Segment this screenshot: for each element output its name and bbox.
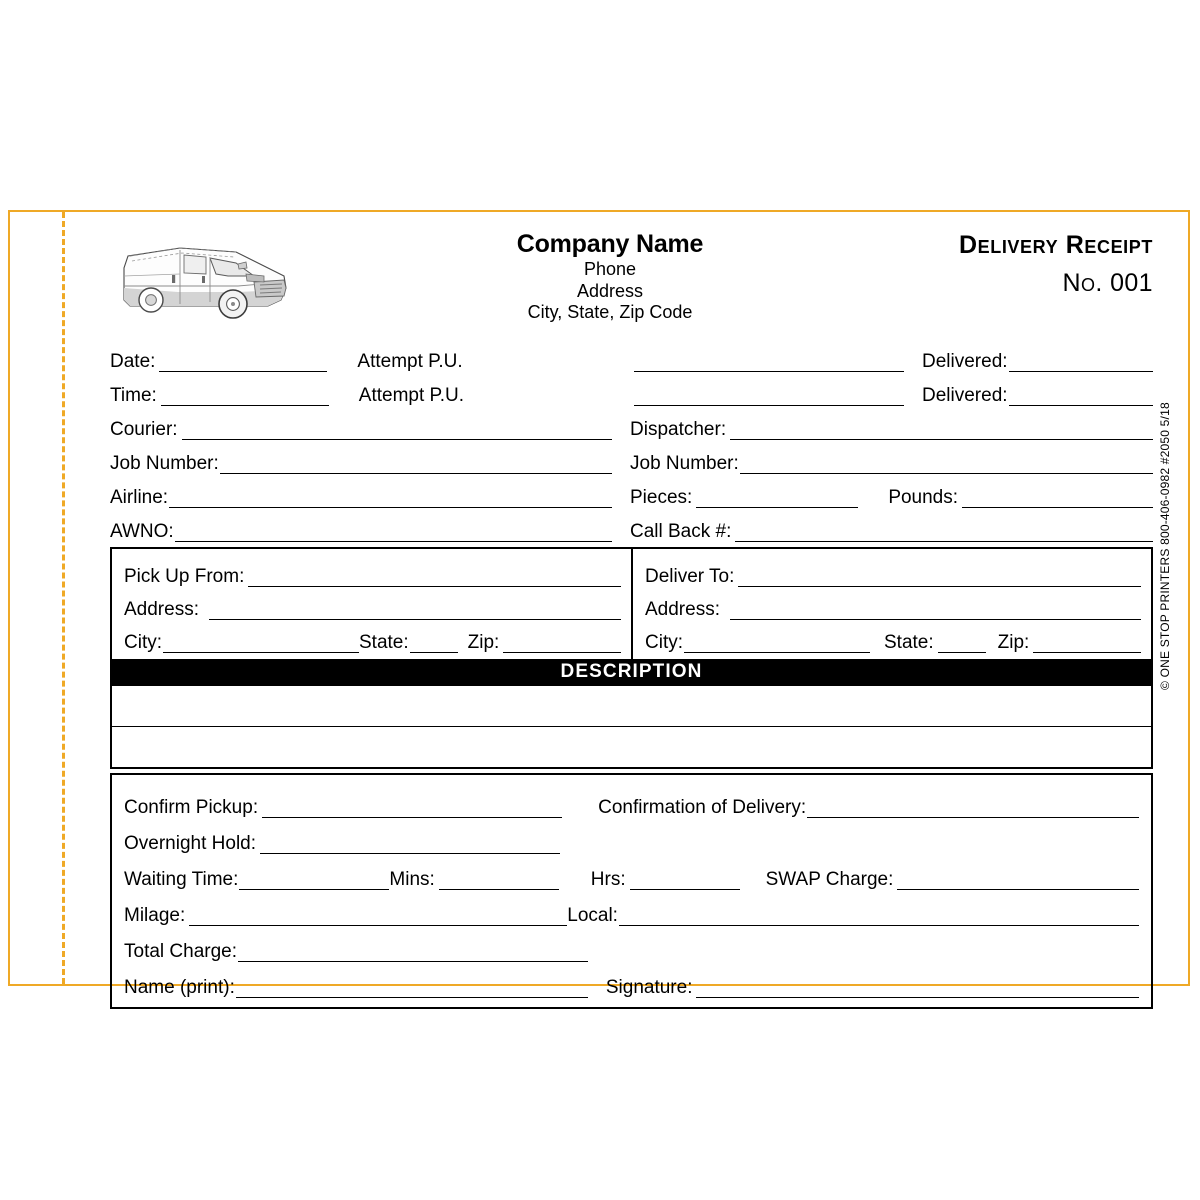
delivered-1-label: Delivered:	[922, 351, 1008, 372]
courier-label: Courier:	[110, 419, 178, 440]
row-time-attempt-delivered	[110, 372, 1153, 406]
pickup-from-input[interactable]	[248, 569, 621, 587]
deliver-city-state-zip-row	[645, 620, 1141, 653]
signature-label: Signature:	[605, 977, 693, 998]
address-description-box	[110, 547, 1153, 769]
row-awno-callback	[110, 508, 1153, 542]
perforation-dashed-line	[62, 212, 65, 984]
printer-imprint: © ONE STOP PRINTERS 800-406-0982 #2050 5/18	[1158, 402, 1172, 690]
deliver-state-label: State:	[884, 632, 934, 653]
confirm-pickup-label: Confirm Pickup:	[124, 797, 259, 818]
overnight-hold-label: Overnight Hold:	[124, 833, 257, 854]
pickup-city-input[interactable]	[163, 635, 359, 653]
waiting-time-input[interactable]	[239, 872, 389, 890]
attempt-pu-1-label: Attempt P.U.	[357, 351, 463, 372]
delivered-1-input[interactable]	[1009, 354, 1153, 372]
delivery-receipt-form	[110, 228, 1153, 998]
local-input[interactable]	[619, 908, 1139, 926]
hrs-label: Hrs:	[590, 869, 626, 890]
call-back-input[interactable]	[735, 524, 1153, 542]
pounds-input[interactable]	[962, 490, 1153, 508]
delivery-van-icon	[118, 230, 303, 330]
pickup-from-label: Pick Up From:	[124, 566, 245, 587]
deliver-column	[633, 549, 1151, 659]
deliver-to-row	[645, 554, 1141, 587]
company-phone: Phone	[583, 259, 637, 279]
courier-input[interactable]	[182, 422, 612, 440]
awno-input[interactable]	[175, 524, 612, 542]
row-job-numbers	[110, 440, 1153, 474]
pickup-zip-input[interactable]	[503, 635, 621, 653]
deliver-address-row	[645, 587, 1141, 620]
pickup-state-input[interactable]	[410, 635, 458, 653]
row-courier-dispatcher	[110, 406, 1153, 440]
call-back-label: Call Back #:	[630, 521, 732, 542]
job-number-right-label: Job Number:	[630, 453, 739, 474]
deliver-city-label: City:	[645, 632, 683, 653]
overnight-hold-input[interactable]	[260, 836, 560, 854]
milage-input[interactable]	[189, 908, 567, 926]
job-number-right-input[interactable]	[740, 456, 1153, 474]
total-charge-label: Total Charge:	[124, 941, 238, 962]
description-header: DESCRIPTION	[112, 659, 1151, 686]
deliver-state-input[interactable]	[938, 635, 986, 653]
hrs-input[interactable]	[630, 872, 740, 890]
row-total-charge	[124, 926, 1139, 962]
company-info-block	[410, 229, 810, 324]
top-field-grid	[110, 338, 1153, 542]
attempt-pu-2-input[interactable]	[634, 388, 904, 406]
pieces-label: Pieces:	[630, 487, 693, 508]
row-overnight-hold	[124, 818, 1139, 854]
company-address: Address	[576, 280, 644, 301]
pickup-address-input[interactable]	[209, 602, 621, 620]
description-input-row[interactable]	[112, 686, 1151, 727]
pieces-input[interactable]	[696, 490, 858, 508]
deliver-to-label: Deliver To:	[645, 566, 735, 587]
milage-label: Milage:	[124, 905, 186, 926]
swap-charge-label: SWAP Charge:	[765, 869, 894, 890]
company-city-state-zip: City, State, Zip Code	[527, 302, 693, 323]
pickup-city-label: City:	[124, 632, 162, 653]
delivered-2-label: Delivered:	[922, 385, 1008, 406]
mins-label: Mins:	[389, 869, 435, 890]
pickup-column	[112, 549, 633, 659]
dispatcher-label: Dispatcher:	[630, 419, 727, 440]
mins-input[interactable]	[439, 872, 559, 890]
signature-input[interactable]	[696, 980, 1139, 998]
row-airline-pieces-pounds	[110, 474, 1153, 508]
deliver-city-input[interactable]	[684, 635, 870, 653]
pickup-zip-label: Zip:	[467, 632, 500, 653]
row-milage-local	[124, 890, 1139, 926]
pickup-city-state-zip-row	[124, 620, 621, 653]
pickup-state-label: State:	[359, 632, 409, 653]
row-name-signature	[124, 962, 1139, 998]
receipt-number: No. 001	[1062, 269, 1153, 297]
deliver-to-input[interactable]	[738, 569, 1141, 587]
deliver-address-label: Address:	[645, 599, 720, 620]
dispatcher-input[interactable]	[730, 422, 1153, 440]
attempt-pu-1-input[interactable]	[634, 354, 904, 372]
pounds-label: Pounds:	[888, 487, 959, 508]
description-input-row[interactable]	[112, 727, 1151, 767]
row-waiting-time	[124, 854, 1139, 890]
total-charge-input[interactable]	[238, 944, 588, 962]
receipt-header	[110, 228, 1153, 336]
pickup-address-label: Address:	[124, 599, 199, 620]
date-label: Date:	[110, 351, 156, 372]
attempt-pu-2-label: Attempt P.U.	[358, 385, 465, 406]
local-label: Local:	[567, 905, 618, 926]
job-number-left-input[interactable]	[220, 456, 612, 474]
name-print-input[interactable]	[236, 980, 588, 998]
charges-signature-box	[110, 773, 1153, 1009]
date-input[interactable]	[159, 354, 327, 372]
deliver-zip-label: Zip:	[997, 632, 1030, 653]
delivered-2-input[interactable]	[1009, 388, 1153, 406]
waiting-time-label: Waiting Time:	[124, 869, 239, 890]
row-date-attempt-delivered	[110, 338, 1153, 372]
confirmation-of-delivery-label: Confirmation of Delivery:	[598, 797, 807, 818]
awno-label: AWNO:	[110, 521, 174, 542]
confirm-pickup-input[interactable]	[262, 800, 562, 818]
airline-input[interactable]	[169, 490, 612, 508]
time-label: Time:	[110, 385, 157, 406]
confirmation-of-delivery-input[interactable]	[807, 800, 1139, 818]
time-input[interactable]	[161, 388, 329, 406]
airline-label: Airline:	[110, 487, 169, 508]
company-name: Company Name	[516, 230, 704, 258]
address-columns	[112, 549, 1151, 659]
name-print-label: Name (print):	[124, 977, 235, 998]
pickup-from-row	[124, 554, 621, 587]
job-number-left-label: Job Number:	[110, 453, 219, 474]
pickup-address-row	[124, 587, 621, 620]
deliver-zip-input[interactable]	[1033, 635, 1141, 653]
row-confirm-pickup-delivery	[124, 782, 1139, 818]
document-title-block	[823, 231, 1153, 298]
page-title: Delivery Receipt	[958, 231, 1153, 259]
swap-charge-input[interactable]	[897, 872, 1139, 890]
deliver-address-input[interactable]	[730, 602, 1141, 620]
